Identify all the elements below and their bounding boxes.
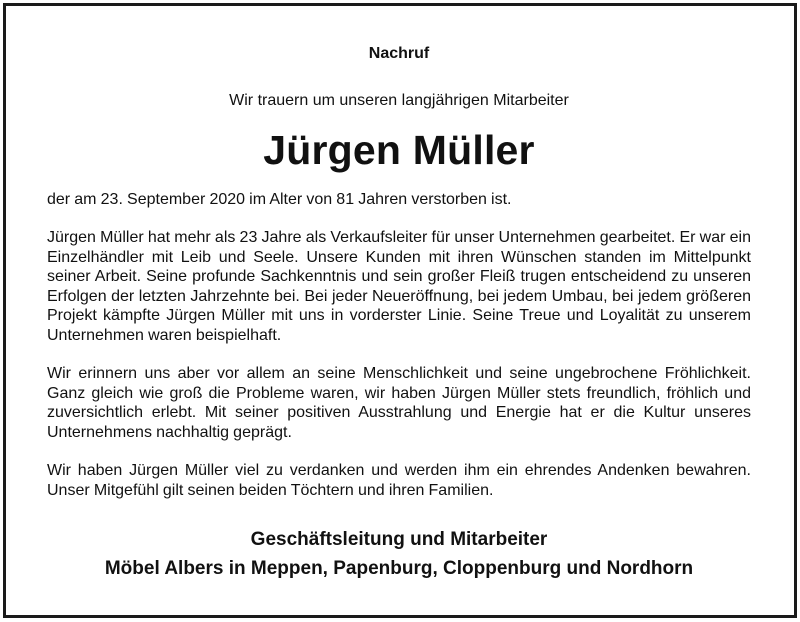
deceased-name: Jürgen Müller	[263, 127, 535, 173]
paragraph-career: Jürgen Müller hat mehr als 23 Jahre als Verkaufsleiter für unser Unternehmen gearbeitet. Er war ein Einzelhändler mit Leib und Seele. Unsere Kunden mit ihren Wünschen standen im Mittelpunkt seiner Arbeit. Seine profunde Sachkenntnis und sein großer Fleiß trugen entscheidend zu unseren Erfolgen der letzten Jahrzehnte bei. Bei jeder Neueröffnung, bei jedem Umbau, bei jedem größeren Projekt kämpfte Jürgen Müller mit uns in vorderster Linie. Seine Treue und Loyalität zu unserem Unternehmen waren beispielhaft.	[47, 229, 751, 344]
paragraph-personality: Wir erinnern uns aber vor allem an seine Menschlichkeit und seine ungebrochene Fröhlichkeit. Ganz gleich wie groß die Probleme waren, wir haben Jürgen Müller stets freundlich, fröhlich und zuversichtlich erlebt. Mit seiner positiven Ausstrahlung und Energie hat er die Kultur unseres Unternehmens nachhaltig geprägt.	[47, 365, 751, 441]
signature-company: Möbel Albers in Meppen, Papenburg, Cloppenburg und Nordhorn	[104, 558, 694, 579]
paragraph-condolence: Wir haben Jürgen Müller viel zu verdanken und werden ihm ein ehrendes Andenken bewahren. Unser Mitgefühl gilt seinen beiden Töchtern und ihren Familien.	[47, 462, 751, 499]
death-line: der am 23. September 2020 im Alter von 81 Jahren verstorben ist.	[47, 191, 512, 208]
notice-heading: Nachruf	[368, 45, 430, 62]
signature-management: Geschäftsleitung und Mitarbeiter	[250, 529, 548, 550]
intro-line: Wir trauern um unseren langjährigen Mitarbeiter	[229, 92, 569, 109]
